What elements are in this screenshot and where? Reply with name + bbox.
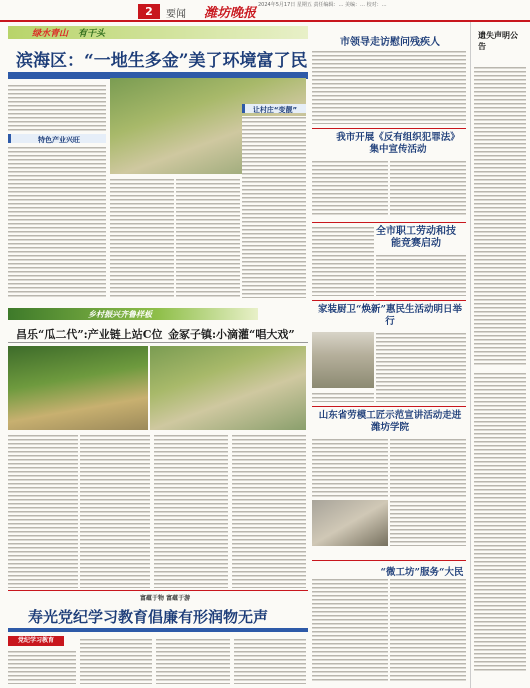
story-kicker xyxy=(8,26,308,39)
body-text xyxy=(232,434,306,588)
body-text xyxy=(242,116,306,298)
bottom-tag: 党纪学习教育 xyxy=(8,636,64,646)
body-text xyxy=(376,332,466,402)
body-text xyxy=(156,638,230,684)
kicker-text-b: 有干头 xyxy=(78,29,106,39)
divider xyxy=(312,128,466,129)
bottom-headline: 寿光党纪学习教育倡廉有形润物无声 xyxy=(28,608,269,626)
body-text xyxy=(390,500,466,546)
body-text xyxy=(176,178,240,298)
body-text xyxy=(8,84,106,132)
kicker-text-a: 绿水青山 xyxy=(32,29,69,39)
mid-photo-left xyxy=(8,346,148,430)
body-text xyxy=(390,578,466,682)
page-header xyxy=(0,0,530,22)
mid-photo-right xyxy=(150,346,306,430)
body-text xyxy=(110,178,174,298)
divider xyxy=(312,406,466,407)
story-title-4: 家装厨卫“焕新”惠民生活动明日举行 xyxy=(318,304,462,327)
divider xyxy=(8,342,308,343)
mid-right-headline: 金冢子镇:小滴灌“唱大戏” xyxy=(168,328,295,341)
body-text xyxy=(8,650,76,684)
story-title-2: 我市开展《反有组织犯罪法》集中宣传活动 xyxy=(336,132,460,155)
story-title-5: 山东省劳模工匠示范宣讲活动走进潍坊学院 xyxy=(318,410,462,433)
body-text xyxy=(8,146,106,298)
story-title-1: 市领导走访慰问残疾人 xyxy=(340,37,440,48)
body-text xyxy=(312,50,466,124)
body-text xyxy=(8,434,78,588)
subhead-2: 让村庄“变靓” xyxy=(252,106,298,114)
subhead-1: 特色产业兴旺 xyxy=(38,136,80,144)
divider xyxy=(8,590,308,591)
mid-left-headline: 昌乐“瓜二代”:产业链上站C位 xyxy=(16,328,163,341)
section-band xyxy=(8,308,258,320)
section-band-label: 乡村振兴齐鲁样板 xyxy=(88,310,152,319)
body-text xyxy=(234,638,306,684)
body-text xyxy=(312,438,388,498)
masthead: 潍坊晚报 xyxy=(204,6,257,21)
sidebar-title: 遗失声明公告 xyxy=(478,31,518,51)
body-text xyxy=(154,434,228,588)
body-text xyxy=(376,254,466,296)
story-photo xyxy=(312,500,388,546)
body-text xyxy=(312,578,388,682)
section-name: 要闻 xyxy=(166,9,186,20)
page-number: 2 xyxy=(138,4,160,19)
body-text xyxy=(312,392,374,402)
story-photo xyxy=(312,332,374,388)
story-title-6: “微工坊”服务“大民 xyxy=(380,567,464,578)
divider xyxy=(312,560,466,561)
headline-rule xyxy=(8,628,308,632)
body-text xyxy=(390,160,466,216)
divider xyxy=(312,222,466,223)
sidebar-text xyxy=(474,66,526,366)
bottom-kicker: 富蕴于物 富蕴于游 xyxy=(140,595,191,602)
divider xyxy=(312,300,466,301)
main-headline: 滨海区：“一地生多金”美了环境富了民 xyxy=(16,51,308,71)
body-text xyxy=(312,226,374,296)
body-text xyxy=(390,438,466,498)
body-text xyxy=(312,160,388,216)
story-title-3: 全市职工劳动和技能竞赛启动 xyxy=(376,226,456,249)
body-text xyxy=(80,638,152,684)
body-text xyxy=(80,434,150,588)
sidebar-text xyxy=(474,372,526,672)
dateline: 2024年5月17日 星期五 责任编辑：… 美编：… 校对：… xyxy=(258,2,387,8)
